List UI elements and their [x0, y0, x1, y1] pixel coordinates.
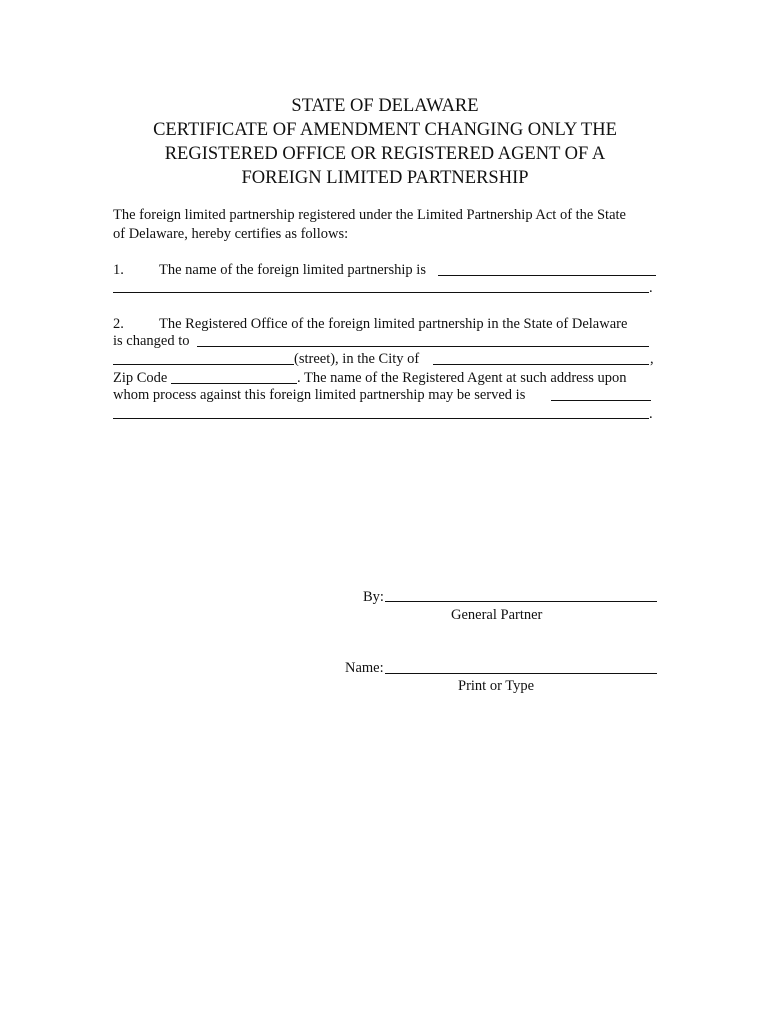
printed-name-field[interactable] — [385, 673, 657, 674]
name-label: Name: — [345, 660, 384, 676]
intro-line-1: The foreign limited partnership registered under the Limited Partnership Act of the State — [113, 207, 626, 223]
registered-agent-field-continued[interactable] — [113, 418, 649, 419]
title-line-3: REGISTERED OFFICE OR REGISTERED AGENT OF A — [164, 144, 606, 164]
title-line-1: STATE OF DELAWARE — [291, 96, 479, 116]
item-2-number: 2. — [113, 316, 124, 332]
city-field[interactable] — [433, 364, 649, 365]
print-or-type-caption: Print or Type — [458, 678, 535, 694]
partnership-name-field-continued[interactable] — [113, 292, 649, 293]
intro-paragraph — [113, 206, 658, 243]
signature-field[interactable] — [385, 601, 657, 602]
title-line-2: CERTIFICATE OF AMENDMENT CHANGING ONLY THE — [153, 120, 617, 140]
zip-code-label: Zip Code — [113, 370, 168, 386]
item-2-end-period: . — [649, 406, 653, 422]
title-line-4: FOREIGN LIMITED PARTNERSHIP — [241, 168, 529, 188]
item-2-line-5: whom process against this foreign limited partnership may be served is — [113, 387, 526, 403]
agent-text: . The name of the Registered Agent at such address upon — [297, 370, 627, 386]
registered-agent-field[interactable] — [551, 400, 651, 401]
intro-line-2: of Delaware, hereby certifies as follows: — [113, 225, 349, 242]
item-1-end-period: . — [649, 280, 653, 296]
street-field[interactable] — [113, 364, 294, 365]
general-partner-caption: General Partner — [451, 607, 543, 623]
city-comma: , — [650, 351, 654, 367]
partnership-name-field[interactable] — [438, 275, 656, 276]
item-2-line-2: is changed to — [113, 333, 190, 349]
document-title — [0, 94, 770, 190]
street-label: (street), in the City of — [294, 351, 420, 367]
item-1-text: The name of the foreign limited partnership is — [159, 262, 426, 278]
by-label: By: — [363, 589, 384, 605]
item-1-number: 1. — [113, 262, 124, 278]
zip-code-field[interactable] — [171, 383, 297, 384]
item-2-line-1: The Registered Office of the foreign limited partnership in the State of Delaware — [159, 316, 628, 332]
registered-office-address-field[interactable] — [197, 346, 649, 347]
